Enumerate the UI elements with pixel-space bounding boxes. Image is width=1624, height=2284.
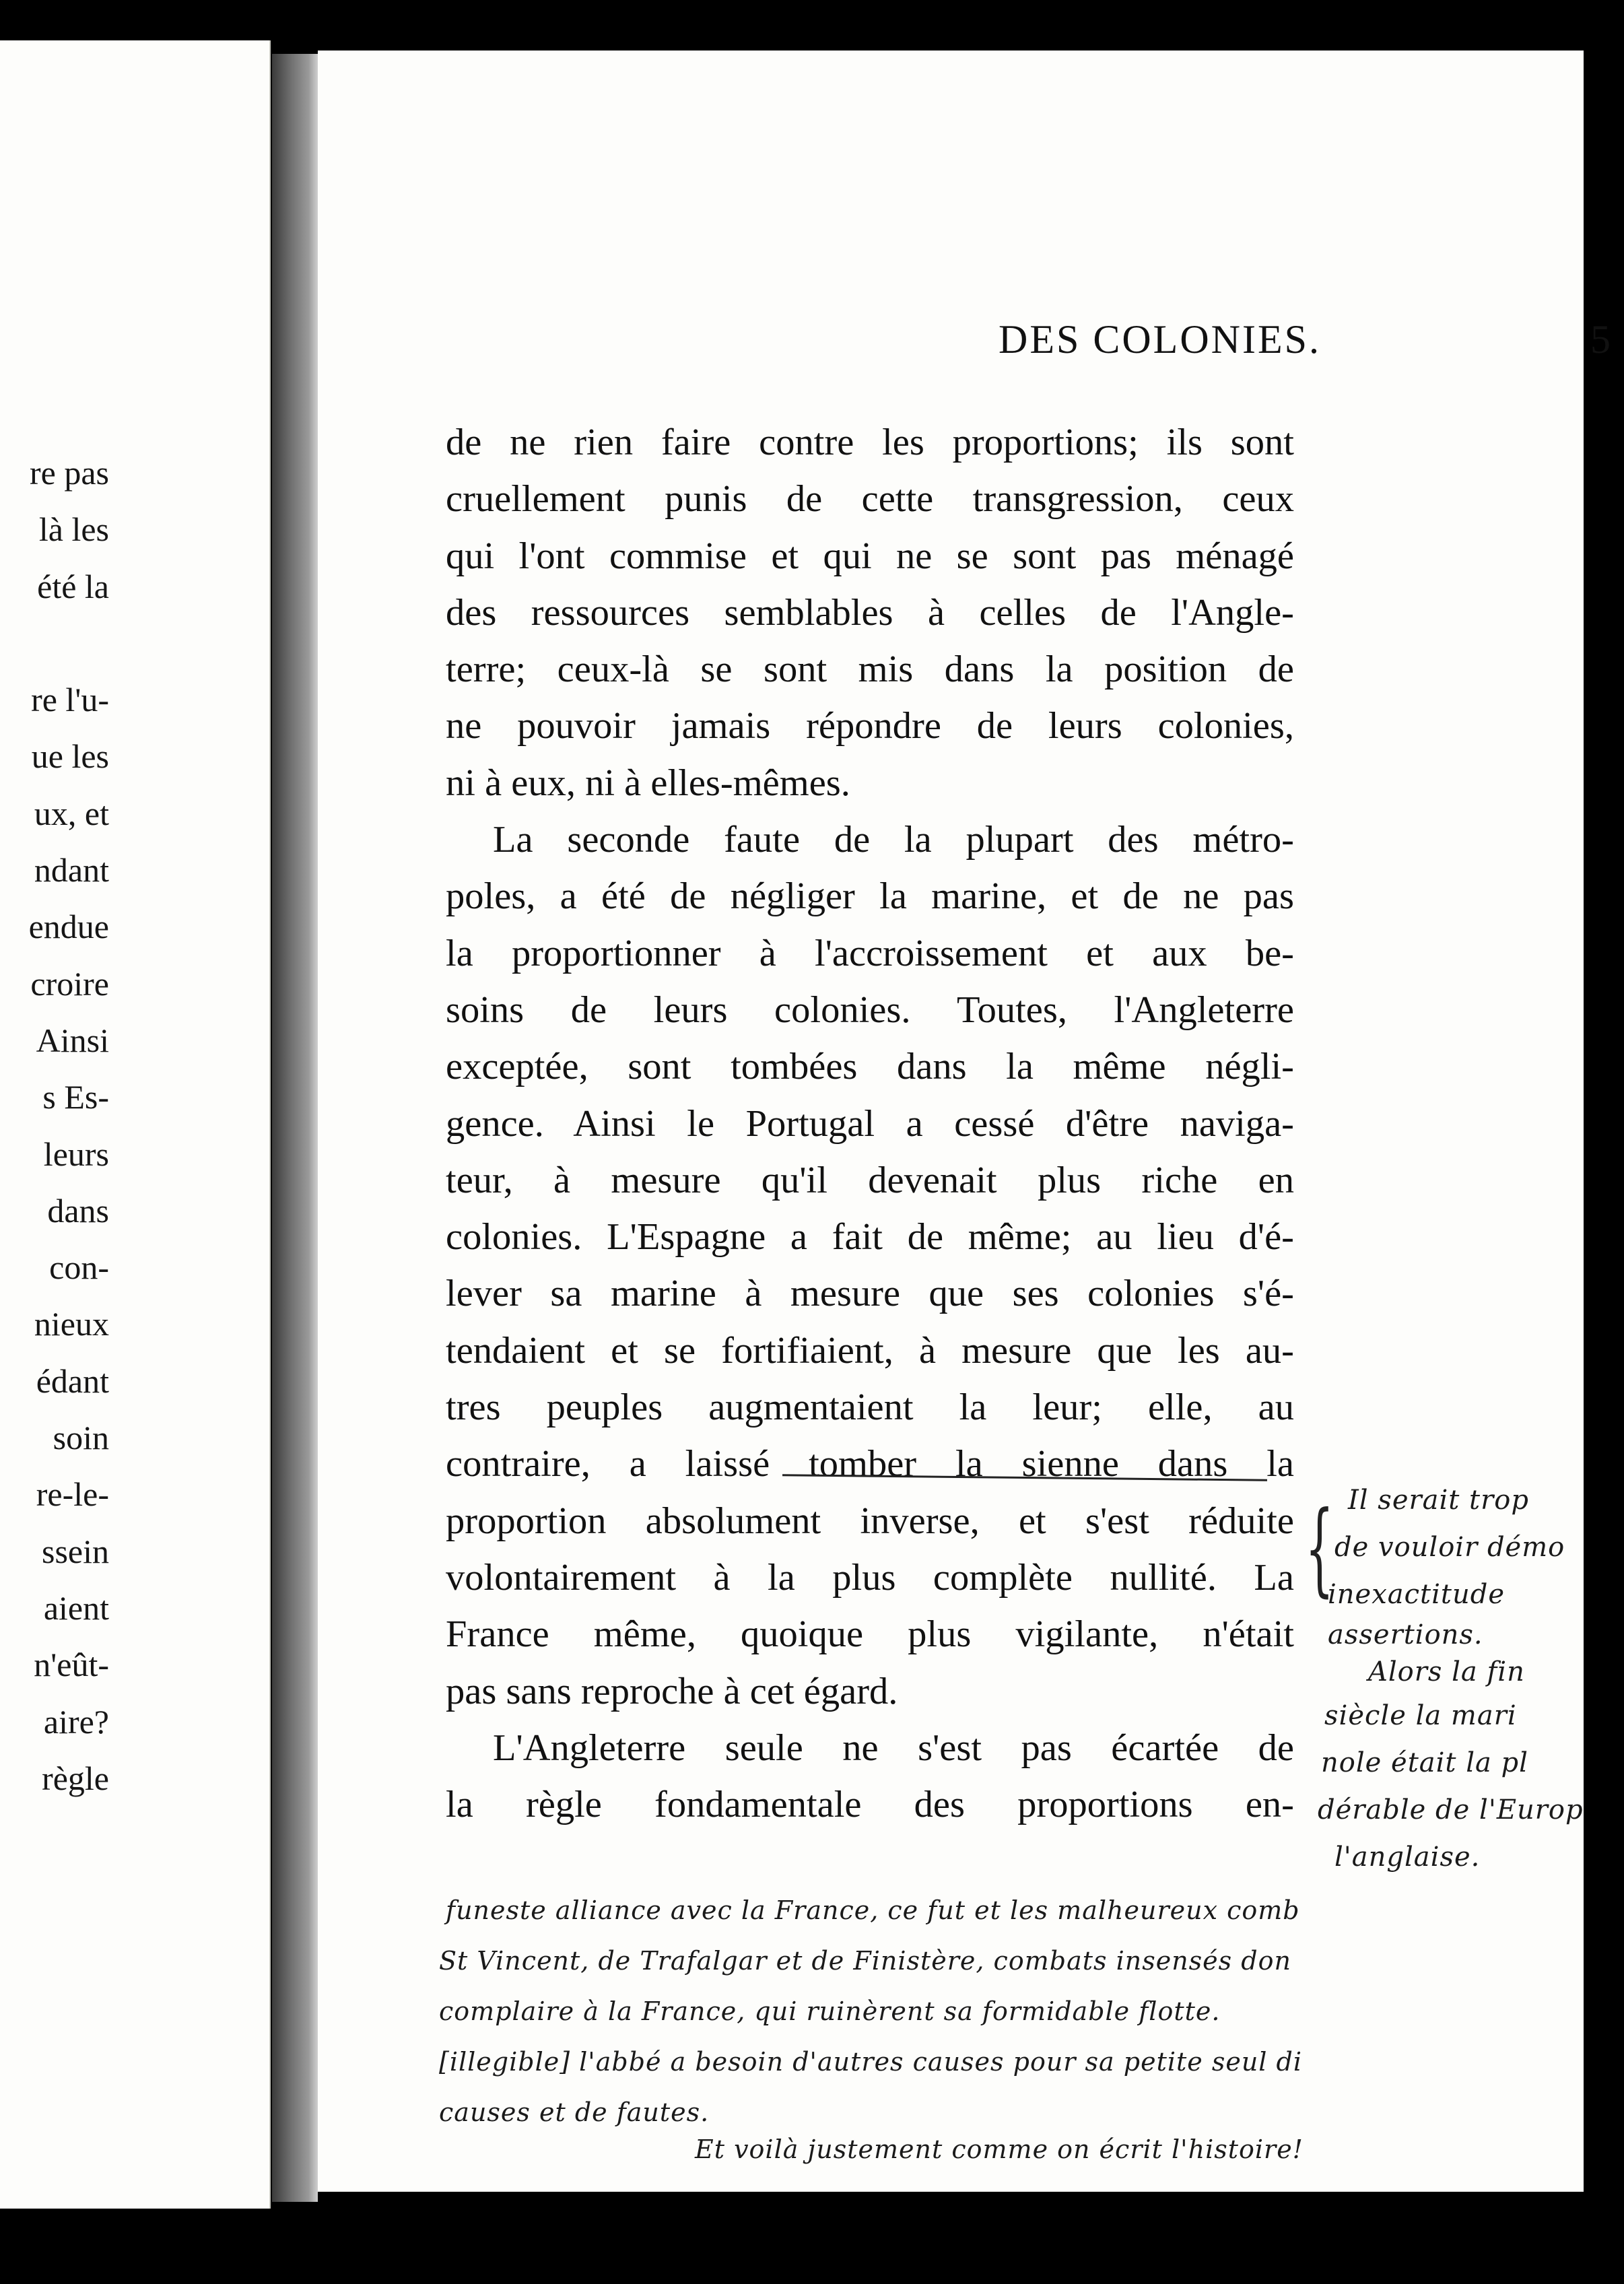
left-line: ndant: [34, 851, 109, 889]
left-line: con-: [49, 1248, 109, 1287]
text-line: poles, a été de négliger la marine, et de ne pas: [446, 875, 1294, 918]
running-head: DES COLONIES.: [998, 317, 1321, 362]
margin-note-line: assertions.: [1328, 1619, 1483, 1650]
left-line: re-le-: [36, 1475, 109, 1514]
text-line: exceptée, sont tombées dans la même négli-: [446, 1046, 1294, 1088]
left-line: re l'u-: [31, 681, 109, 719]
left-line: re pas: [30, 454, 109, 492]
text-line: cruellement punis de cette transgression, ceux: [446, 478, 1294, 520]
bottom-note-line: [illegible] l'abbé a besoin d'autres causes pour sa petite seul di: [439, 2047, 1303, 2077]
text-line: proportion absolument inverse, et s'est réduite: [446, 1500, 1294, 1542]
text-line: La seconde faute de la plupart des métro-: [493, 819, 1294, 861]
text-line: ni à eux, ni à elles-mêmes.: [446, 762, 850, 804]
text-line: de ne rien faire contre les proportions; ils sont: [446, 422, 1294, 463]
text-line: la règle fondamentale des proportions en-: [446, 1784, 1294, 1826]
text-line: tres peuples augmentaient la leur; elle, au: [446, 1386, 1294, 1429]
margin-note-line: dérable de l'Europ: [1318, 1794, 1584, 1825]
left-line: leurs: [43, 1135, 109, 1173]
text-line: soins de leurs colonies. Toutes, l'Angleterre: [446, 988, 1294, 1031]
text-line: qui l'ont commise et qui ne se sont pas ménagé: [446, 535, 1294, 577]
left-line: ue les: [31, 737, 109, 776]
text-line: L'Angleterre seule ne s'est pas écartée de: [493, 1726, 1294, 1769]
left-line: dans: [47, 1191, 109, 1230]
page-number: 5: [1590, 317, 1611, 362]
bottom-note-line: funeste alliance avec la France, ce fut et les malheureux comb: [446, 1895, 1300, 1925]
margin-note-line: Il serait trop: [1348, 1485, 1529, 1516]
left-line: endue: [28, 908, 109, 946]
left-page-text: [0, 444, 269, 1807]
margin-note-line: l'anglaise.: [1334, 1842, 1481, 1873]
left-line: là les: [38, 510, 109, 549]
left-line: n'eût-: [34, 1646, 109, 1684]
left-line: s Es-: [42, 1078, 109, 1116]
margin-note-line: nole était la pl: [1321, 1747, 1528, 1778]
text-line: pas sans reproche à cet égard.: [446, 1670, 898, 1712]
left-line: croire: [30, 964, 109, 1003]
left-line: été la: [37, 567, 109, 605]
bottom-note-line: St Vincent, de Trafalgar et de Finistère, combats insensés don: [439, 1946, 1291, 1976]
text-line-underlined: contraire, a laissé tomber la sienne dans la: [446, 1443, 1294, 1485]
text-line: ne pouvoir jamais répondre de leurs colonies,: [446, 705, 1294, 747]
left-line: nieux: [34, 1305, 109, 1343]
right-page: [318, 51, 1611, 2192]
left-line: aient: [43, 1588, 109, 1627]
left-line: édant: [36, 1362, 109, 1400]
text-line: gence. Ainsi le Portugal a cessé d'être naviga-: [446, 1102, 1294, 1145]
text-line: France même, quoique plus vigilante, n'était: [446, 1613, 1294, 1656]
left-line: aire?: [43, 1702, 109, 1741]
bottom-note-line: complaire à la France, qui ruinèrent sa formidable flotte.: [439, 1996, 1221, 2026]
left-line: ux, et: [34, 794, 109, 832]
left-line: ssein: [42, 1532, 109, 1570]
left-line: règle: [42, 1759, 109, 1797]
text-line: lever sa marine à mesure que ses colonies s'é-: [446, 1273, 1294, 1315]
margin-note-line: de vouloir démo: [1334, 1532, 1565, 1563]
left-line: Ainsi: [36, 1021, 109, 1059]
left-line: soin: [53, 1419, 109, 1457]
text-line: des ressources semblables à celles de l'Angle-: [446, 591, 1294, 634]
bottom-note-line: causes et de fautes.: [439, 2097, 710, 2127]
text-line: tendaient et se fortifiaient, à mesure que les au-: [446, 1329, 1294, 1372]
text-line: colonies. L'Espagne a fait de même; au lieu d'é-: [446, 1216, 1294, 1258]
left-page: [0, 40, 271, 2209]
text-line: la proportionner à l'accroissement et aux be-: [446, 932, 1294, 974]
handwritten-brace: {: [1305, 1490, 1334, 1607]
bottom-note-line: Et voilà justement comme on écrit l'histoire!: [695, 2135, 1304, 2164]
margin-note-line: inexactitude: [1328, 1579, 1505, 1610]
margin-note-line: Alors la fin: [1368, 1656, 1525, 1687]
page-body: [446, 414, 1294, 1833]
text-line: terre; ceux-là se sont mis dans la position de: [446, 648, 1294, 691]
text-line: volontairement à la plus complète nullité. La: [446, 1556, 1294, 1599]
book-gutter: [272, 54, 318, 2202]
margin-note-line: siècle la mari: [1324, 1700, 1517, 1731]
text-line: teur, à mesure qu'il devenait plus riche en: [446, 1159, 1294, 1201]
